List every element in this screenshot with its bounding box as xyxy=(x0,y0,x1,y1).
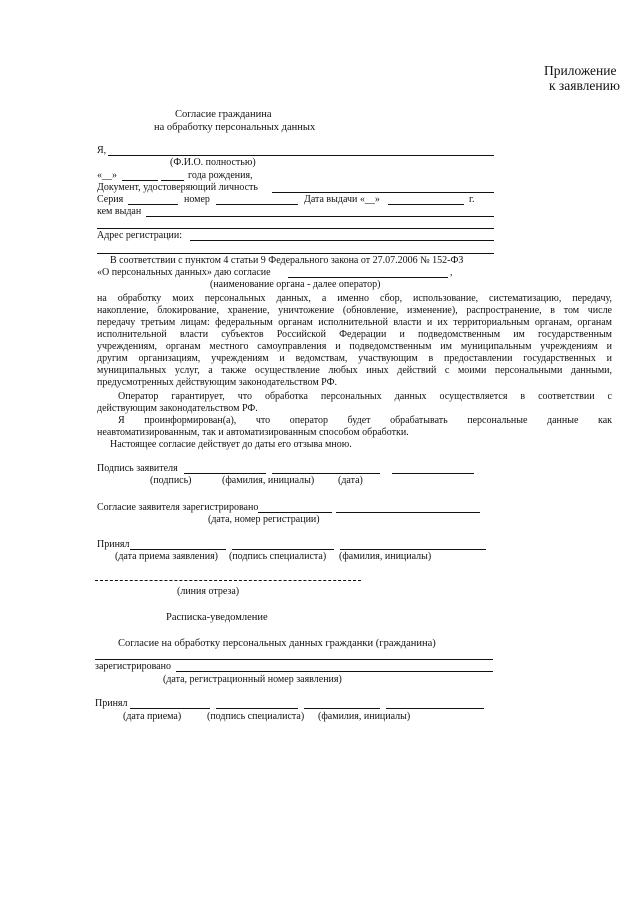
receipt-registration-field[interactable] xyxy=(176,671,493,672)
guarantee-line-1: Оператор гарантирует, что обработка персональных данных осуществляется в соответствии с xyxy=(118,391,612,402)
number-field[interactable] xyxy=(216,204,298,205)
specialist-name-field[interactable] xyxy=(340,549,486,550)
cut-hint: (линия отреза) xyxy=(177,586,240,597)
specialist-name-hint: (фамилия, инициалы) xyxy=(339,551,432,562)
fio-hint: (Ф.И.О. полностью) xyxy=(170,157,256,168)
address-field-2[interactable] xyxy=(97,253,494,254)
accept-date-field[interactable] xyxy=(130,549,226,550)
receipt-signature-hint: (подпись специалиста) xyxy=(207,711,305,722)
accepted-label: Принял xyxy=(97,539,130,550)
birth-prefix: «__» xyxy=(97,170,117,181)
registration-date-field[interactable] xyxy=(258,512,332,513)
name-hint: (фамилия, инициалы) xyxy=(222,475,315,486)
address-label: Адрес регистрации: xyxy=(97,230,183,241)
applicant-sign-label: Подпись заявителя xyxy=(97,463,178,474)
page-subtitle: на обработку персональных данных xyxy=(154,122,316,133)
consent-body-line: передачу третьим лицам: федеральным органам исполнительной власти и их территориальным органам, органам xyxy=(97,317,612,328)
citizen-name-field[interactable] xyxy=(95,659,493,660)
registered-label: Согласие заявителя зарегистрировано xyxy=(97,502,259,513)
page-title: Согласие гражданина xyxy=(175,109,272,120)
operator-hint: (наименование органа - далее оператор) xyxy=(210,279,381,290)
registration-number-field[interactable] xyxy=(336,512,480,513)
issued-by-field-2[interactable] xyxy=(97,228,494,229)
issued-by-field[interactable] xyxy=(146,216,494,217)
appendix-label-2: к заявлению xyxy=(549,78,620,93)
address-field[interactable] xyxy=(190,240,494,241)
informed-line-2: неавтоматизированным, так и автоматизированным способом обработки. xyxy=(97,427,409,438)
series-label: Серия xyxy=(97,194,124,205)
number-label: номер xyxy=(184,194,210,205)
receipt-signature-field[interactable] xyxy=(216,708,298,709)
consent-body-last: предусмотренных действующим законодательством РФ. xyxy=(97,377,337,388)
sign-hint: (подпись) xyxy=(150,475,192,486)
receipt-date-hint: (дата приема) xyxy=(123,711,182,722)
date-hint: (дата) xyxy=(338,475,363,486)
consent-body-line: накопление, блокирование, хранение, уничтожение (обновление, изменение), распространение, в том числе xyxy=(97,305,612,316)
issued-by-label: кем выдан xyxy=(97,206,142,217)
consent-intro-1: В соответствии с пунктом 4 статьи 9 Федерального закона от 27.07.2006 № 152-ФЗ xyxy=(110,255,464,266)
receipt-date-field[interactable] xyxy=(130,708,210,709)
receipt-name-field-2[interactable] xyxy=(386,708,484,709)
informed-line-1: Я проинформирован(а), что оператор будет обрабатывать персональные данные как xyxy=(118,415,612,426)
operator-comma: , xyxy=(450,267,453,278)
applicant-name-field[interactable] xyxy=(272,473,380,474)
consent-body-line: учреждениям, органам местного самоуправления и подведомственным им муниципальным учреждениям и xyxy=(97,341,612,352)
validity-text: Настоящее согласие действует до даты его отзыва мною. xyxy=(110,439,352,450)
operator-field[interactable] xyxy=(288,277,448,278)
year-suffix: г. xyxy=(469,194,475,205)
birth-suffix: года рождения, xyxy=(188,170,253,181)
consent-body-line: на обработку моих персональных данных, а именно сбор, использование, систематизацию, передачу, xyxy=(97,293,612,304)
birth-year-field[interactable] xyxy=(161,180,184,181)
issue-date-label: Дата выдачи «__» xyxy=(304,194,380,205)
receipt-name-field-1[interactable] xyxy=(304,708,380,709)
series-field[interactable] xyxy=(128,204,178,205)
fio-field[interactable] xyxy=(108,155,494,156)
accept-date-hint: (дата приема заявления) xyxy=(115,551,219,562)
applicant-signature-field[interactable] xyxy=(184,473,266,474)
document-field[interactable] xyxy=(272,192,494,193)
document-label: Документ, удостоверяющий личность xyxy=(97,182,258,193)
receipt-accepted-label: Принял xyxy=(95,698,128,709)
birth-day-field[interactable] xyxy=(122,180,158,181)
receipt-title: Расписка-уведомление xyxy=(166,612,268,623)
receipt-registered-hint: (дата, регистрационный номер заявления) xyxy=(163,674,342,685)
registered-hint: (дата, номер регистрации) xyxy=(208,514,320,525)
applicant-date-field[interactable] xyxy=(392,473,474,474)
specialist-signature-hint: (подпись специалиста) xyxy=(229,551,327,562)
cut-line xyxy=(95,580,361,581)
receipt-registered-label: зарегистрировано xyxy=(95,661,171,672)
consent-body-line: другим организациям, учреждениям и ведомствам, участвующим в предоставлении государственных и xyxy=(97,353,612,364)
guarantee-line-2: действующим законодательством РФ. xyxy=(97,403,258,414)
receipt-consent-line: Согласие на обработку персональных данных гражданки (гражданина) xyxy=(118,638,436,649)
specialist-signature-field[interactable] xyxy=(232,549,334,550)
consent-intro-2: «О персональных данных» даю согласие xyxy=(97,267,271,278)
receipt-name-hint: (фамилия, инициалы) xyxy=(318,711,411,722)
ya-label: Я, xyxy=(97,145,107,156)
appendix-label: Приложение xyxy=(544,63,617,78)
consent-body-line: исполнительной власти субъектов Российской Федерации и подведомственным им государственным xyxy=(97,329,612,340)
issue-date-field[interactable] xyxy=(388,204,464,205)
consent-body-line: муниципальных услуг, а также осуществление любых иных действий с моими персональными данными, xyxy=(97,365,612,376)
